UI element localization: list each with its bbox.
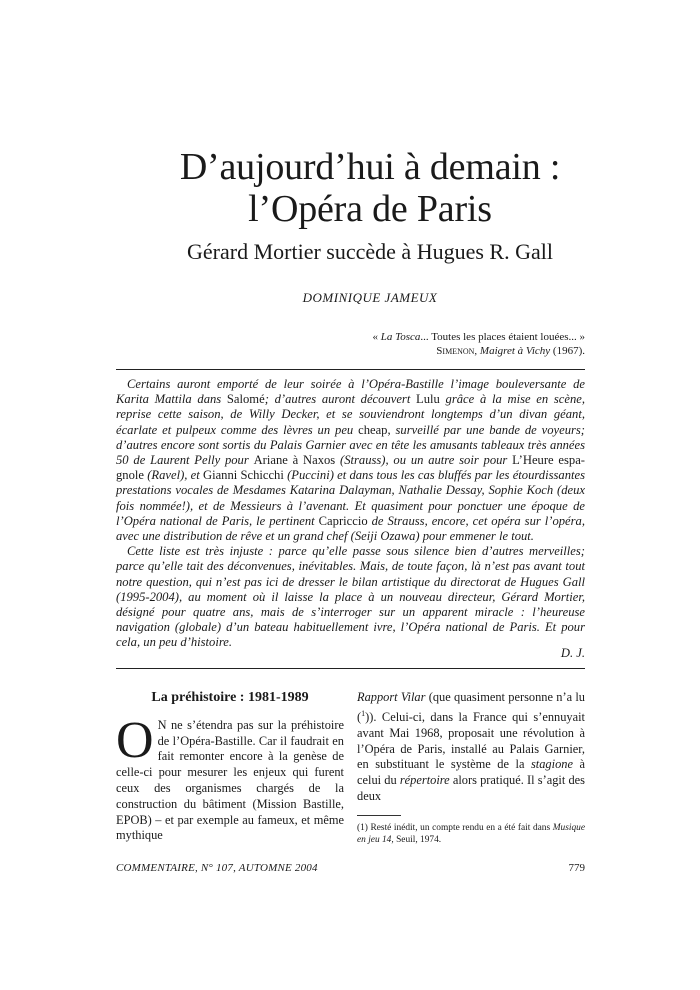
author-name: DOMINIQUE JAMEUX — [302, 290, 438, 305]
footnote-rule — [357, 815, 401, 816]
author-initials: D. J. — [560, 646, 585, 660]
article-title-line-1: D’aujourd’hui à demain : — [179, 146, 561, 188]
epigraph-source: Simenon, Maigret à Vichy (1967). — [436, 345, 585, 357]
right-column — [357, 690, 585, 846]
right-column-text: Rapport Vilar (que quasiment personne n’a lu ($^1$)). Celui-ci, dans la France qui s’ennuyait avant Mai 1968, proposait une révolution à l’Opéra de Paris, installé au Palais Garnier, en substituant le système de la stagione à celui du répertoire alors pratiqué. Il s’agit des deux — [357, 690, 585, 803]
bottom-rule — [116, 668, 585, 669]
epigraph — [373, 330, 585, 358]
intro-paragraph-2: Cette liste est très injuste : parce qu’elle passe sous silence bien d’autres merveilles; parce qu’elle tait des déconvenues, inévitables. Mais, de toute façon, là n’est pas avant tout notre question, qui n’est pas ici de dresser le bilan artistique du directorat de Hugues Gall (1995-2004), au moment où il laisse la place à un nouveau directeur, Gérard Mortier, désigné pour quatre ans, mais de s’interroger sur un apparent miracle : l’heureuse navigation (globale) d’un bateau habituellement ivre, l’Opéra national de Paris. Et pour cela, un peu d’histoire. — [116, 544, 585, 650]
introduction — [116, 377, 585, 651]
footnote-reference: 1 — [361, 708, 366, 718]
footnote: (1) Resté inédit, un compte rendu en a été fait dans Musique en jeu 14, Seuil, 1974. — [357, 822, 585, 845]
section-heading: La préhistoire : 1981-1989 — [151, 690, 309, 705]
left-column — [116, 690, 344, 844]
intro-paragraph-1: Certains auront emporté de leur soirée à l’Opéra-Bastille l’image bouleversante de Karita Mattila dans Salomé; d’autres auront découvert Lulu grâce à la mise en scène, reprise cette saison, de Willy Decker, et se souviendront longtemps d’un divan géant, écarlate et pulpeux comme des lèvres un peu cheap, surveillé par une bande de voyeurs; d’autres encore sont sortis du Palais Garnier avec en tête les amusants tableaux très années 50 de Laurent Pelly pour Ariane à Naxos (Strauss), ou un autre soir pour L’Heure espa-gnole (Ravel), et Gianni Schicchi (Puccini) et dans tous les cas bluffés par les étourdissantes prestations vocales de Mesdames Katarina Dalayman, Nathalie Dessay, Sophie Koch (deux fois nommée!), et de Messieurs à l’avenant. Et quasiment pour ponctuer une époque de l’Opéra national de Paris, le pertinent Capriccio de Strauss, encore, cet opéra sur l’opéra, avec une distribution de rêve et un grand chef (Seiji Ozawa) pour emmener le tout. — [116, 377, 585, 544]
journal-footer: COMMENTAIRE, N° 107, AUTOMNE 2004 — [116, 862, 318, 874]
drop-cap: O — [116, 711, 154, 769]
article-subtitle: Gérard Mortier succède à Hugues R. Gall — [187, 239, 553, 264]
epigraph-quote: « La Tosca... Toutes les places étaient louées... » — [372, 331, 585, 343]
left-column-text: O N ne s’étendra pas sur la préhistoire de l’Opéra-Bastille. Car il faudrait en fait remonter encore à la genèse de celle-ci pour mesurer les enjeux qui furent ceux des organismes chargés de la construction du bâtiment (Mission Bastille, EPOB) – et par exemple au fameux, et même mythique — [116, 711, 344, 843]
page-number: 779 — [568, 862, 585, 874]
article-title-line-2: l’Opéra de Paris — [248, 188, 492, 230]
article-title — [0, 146, 700, 230]
top-rule — [116, 369, 585, 370]
